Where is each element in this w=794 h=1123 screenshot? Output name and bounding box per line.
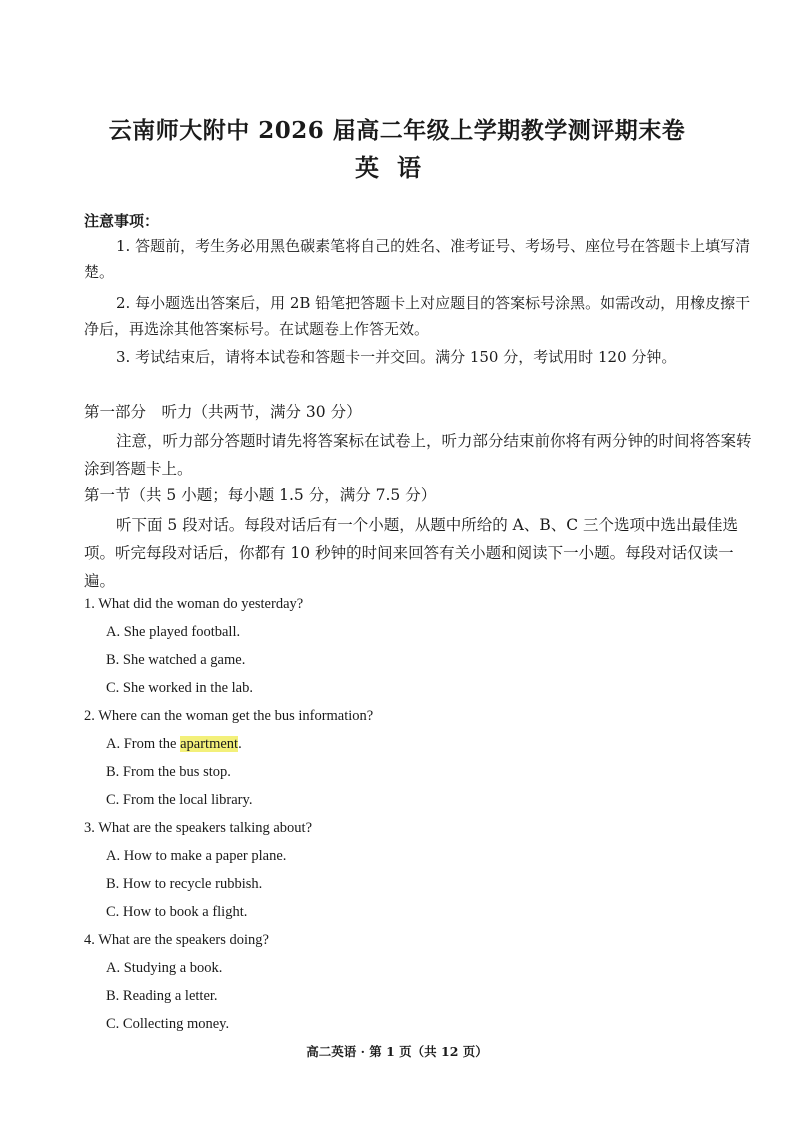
part1-heading: 第一部分 听力（共两节，满分 30 分） xyxy=(84,403,362,421)
notice-text-2: 2. 每小题选出答案后，用 2B 铅笔把答题卡上对应题目的答案标号涂黑。如需改动，用橡皮擦干净后，再选涂其他答案标号。在试题卷上作答无效。 xyxy=(84,294,751,338)
question-3-option-a: A. How to make a paper plane. xyxy=(106,848,287,864)
page-footer: 高二英语 · 第 1 页（共 12 页） xyxy=(306,1044,488,1059)
question-2-option-a xyxy=(106,736,242,753)
question-1-option-b: B. She watched a game. xyxy=(106,652,246,668)
question-1-option-a: A. She played football. xyxy=(106,624,241,640)
question-4-stem: 4. What are the speakers doing? xyxy=(84,932,269,948)
question-2-stem: 2. Where can the woman get the bus information? xyxy=(84,708,374,724)
notice-text-1: 1. 答题前，考生务必用黑色碳素笔将自己的姓名、准考证号、考场号、座位号在答题卡上填写清楚。 xyxy=(84,237,751,281)
question-4-option-b: B. Reading a letter. xyxy=(106,988,218,1004)
subject-title xyxy=(0,148,794,183)
notice-item-2 xyxy=(84,290,756,342)
question-2-option-a-text: A. From the apartment. xyxy=(106,736,242,752)
subject-text: 英语 xyxy=(355,153,439,182)
notice-text-3: 3. 考试结束后，请将本试卷和答题卡一并交回。满分 150 分，考试用时 120 分钟。 xyxy=(116,348,677,366)
notice-heading: 注意事项： xyxy=(84,212,160,230)
question-4-option-a: A. Studying a book. xyxy=(106,960,223,976)
part1-note-text: 注意，听力部分答题时请先将答案标在试卷上，听力部分结束前你将有两分钟的时间将答案转涂到答题卡上。 xyxy=(84,432,752,478)
section1-heading: 第一节（共 5 小题；每小题 1.5 分，满分 7.5 分） xyxy=(84,486,437,504)
highlighter-mark: apartment xyxy=(180,736,239,752)
section1-instructions xyxy=(84,511,756,595)
notice-item-3 xyxy=(84,344,756,370)
section1-instructions-text: 听下面 5 段对话。每段对话后有一个小题，从题中所给的 A、B、C 三个选项中选出最佳选项。听完每段对话后，你都有 10 秒钟的时间来回答有关小题和阅读下一小题。每段对话仅读一遍。 xyxy=(84,516,739,590)
question-2-option-b: B. From the bus stop. xyxy=(106,764,231,780)
notice-item-1 xyxy=(84,233,756,285)
question-4-option-c: C. Collecting money. xyxy=(106,1016,230,1032)
question-1-stem: 1. What did the woman do yesterday? xyxy=(84,596,304,612)
part1-note xyxy=(84,427,756,483)
exam-title: 云南师大附中 2026 届高二年级上学期教学测评期末卷 xyxy=(108,117,686,144)
question-1-option-c: C. She worked in the lab. xyxy=(106,680,253,696)
question-3-option-b: B. How to recycle rubbish. xyxy=(106,876,263,892)
question-3-option-c: C. How to book a flight. xyxy=(106,904,248,920)
question-3-stem: 3. What are the speakers talking about? xyxy=(84,820,313,836)
question-2-option-c: C. From the local library. xyxy=(106,792,253,808)
